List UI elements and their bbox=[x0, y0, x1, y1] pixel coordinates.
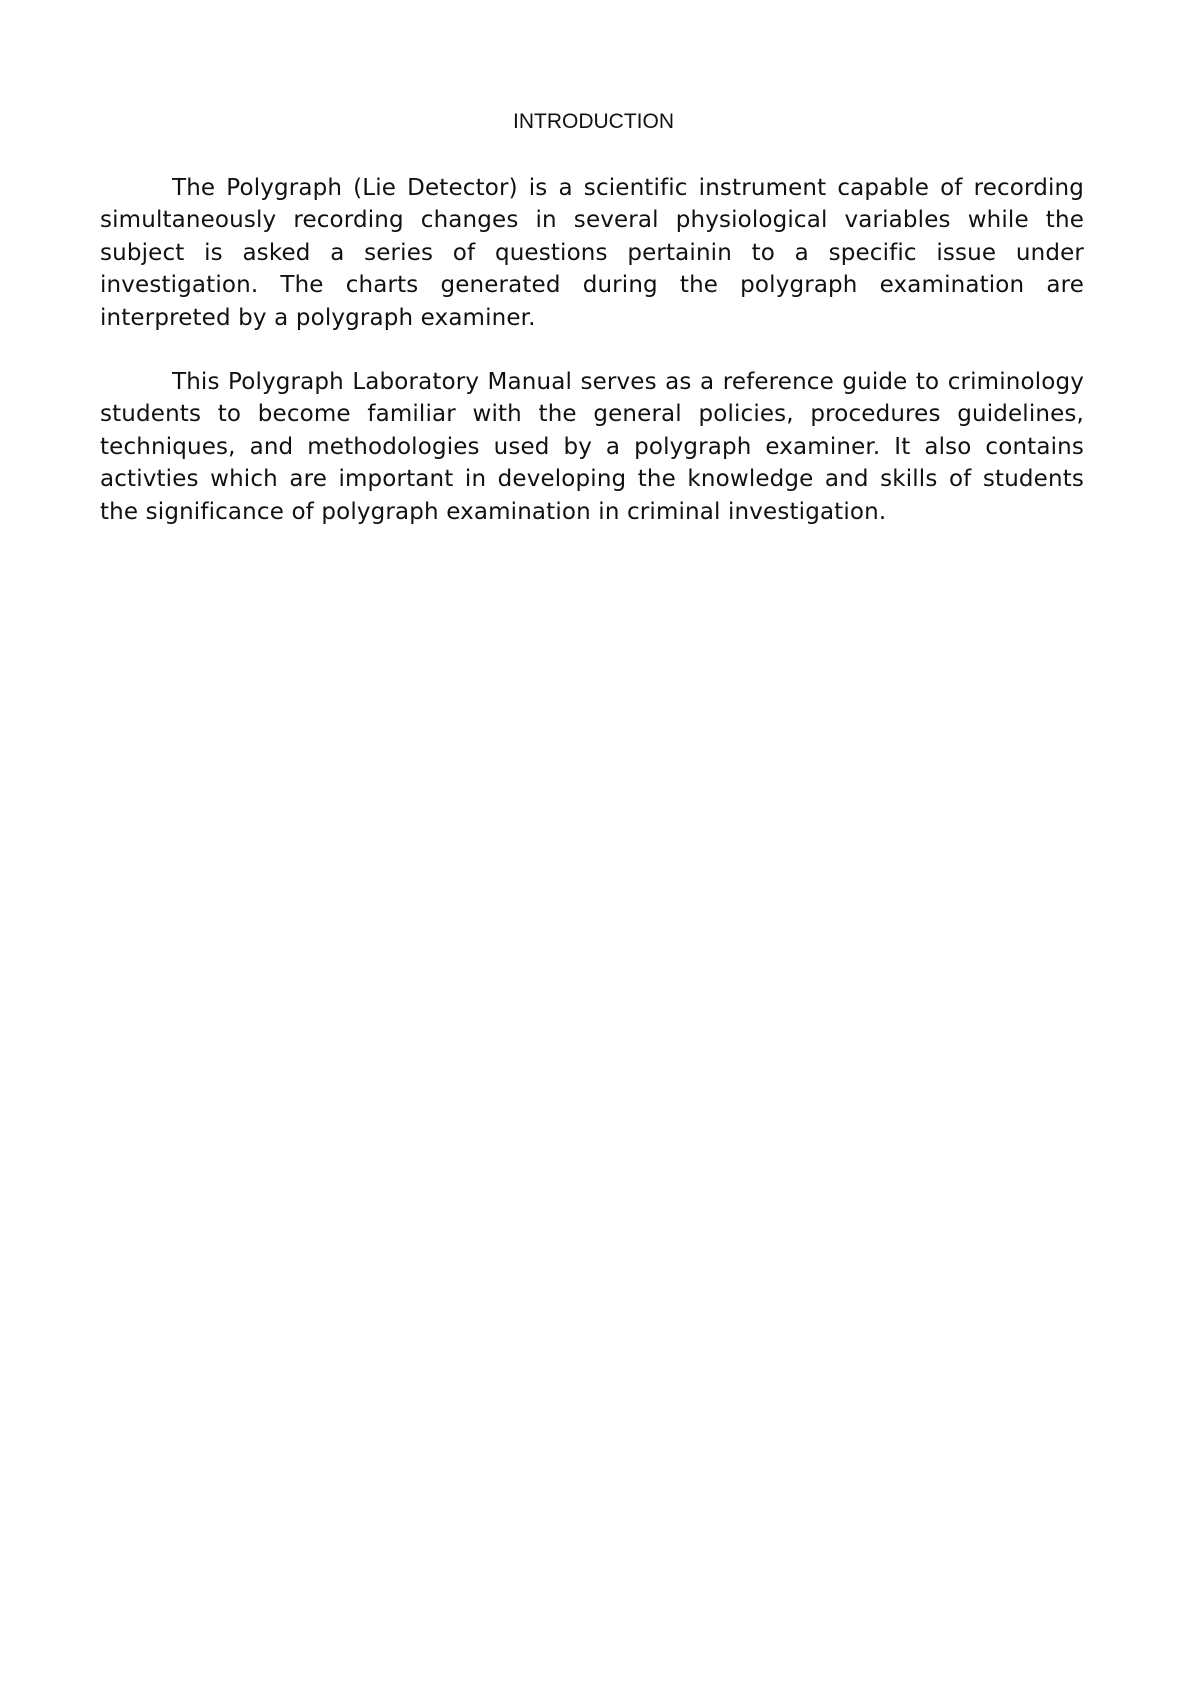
paragraph-manual-purpose: This Polygraph Laboratory Manual serves as a reference guide to criminology students to become familiar with the general policies, procedures guidelines, techniques, and methodologies used by a polygraph examiner. It also contains activties which are important in developing the knowledge and skills of students the significance of polygraph examination in criminal investigation. bbox=[100, 369, 1084, 525]
paragraph-intro: The Polygraph (Lie Detector) is a scientific instrument capable of recording simultaneously recording changes in several physiological variables while the subject is asked a series of questions pertainin to a specific issue under investigation. The charts generated during the polygraph examination are interpreted by a polygraph examiner. bbox=[100, 175, 1084, 331]
page-title: INTRODUCTION bbox=[513, 110, 674, 133]
